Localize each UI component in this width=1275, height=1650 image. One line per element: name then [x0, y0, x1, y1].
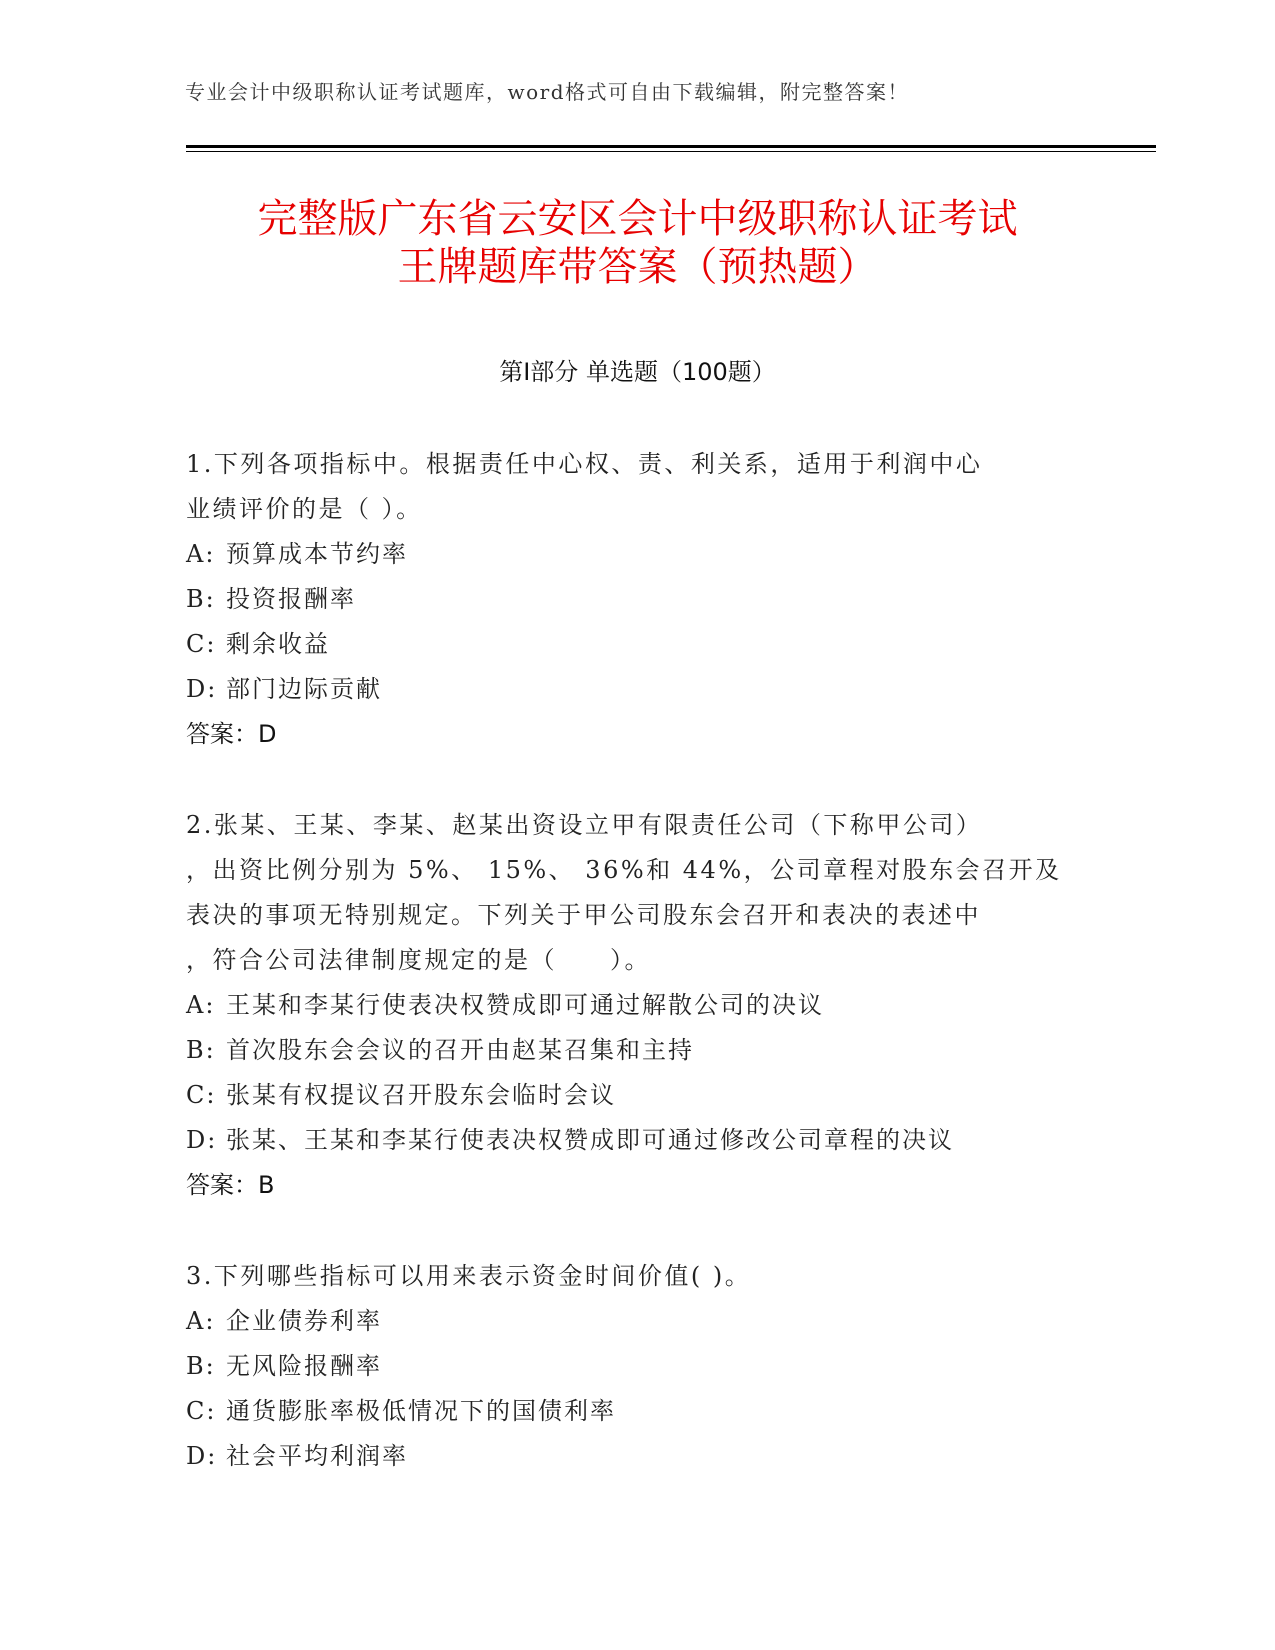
- option-text: 首次股东会会议的召开由赵某召集和主持: [226, 1036, 694, 1064]
- option-d: [186, 1434, 1086, 1479]
- title-line-2: 王牌题库带答案（预热题）: [397, 244, 878, 290]
- option-letter: C:: [186, 1397, 217, 1425]
- option-letter: C:: [186, 1081, 217, 1109]
- document-title: [150, 195, 1125, 291]
- option-b: [186, 1028, 1086, 1073]
- answer-line: 答案：B: [186, 1171, 275, 1199]
- option-letter: D:: [186, 675, 218, 703]
- option-letter: B:: [186, 585, 216, 613]
- option-text: 通货膨胀率极低情况下的国债利率: [226, 1397, 616, 1425]
- option-letter: A:: [186, 540, 216, 568]
- title-line-1: 完整版广东省云安区会计中级职称认证考试: [257, 196, 1018, 242]
- option-text: 部门边际贡献: [226, 675, 382, 703]
- option-text: 剩余收益: [226, 630, 330, 658]
- question-stem: [186, 803, 1086, 983]
- option-text: 张某、王某和李某行使表决权赞成即可通过修改公司章程的决议: [226, 1126, 954, 1154]
- option-text: 预算成本节约率: [226, 540, 408, 568]
- header-rule-thin: [186, 151, 1156, 152]
- stem-line: 2.张某、王某、李某、赵某出资设立甲有限责任公司（下称甲公司）: [186, 811, 983, 839]
- option-text: 张某有权提议召开股东会临时会议: [226, 1081, 616, 1109]
- option-letter: B:: [186, 1036, 216, 1064]
- header-rule-thick: [186, 145, 1156, 148]
- section-title: 第Ⅰ部分 单选题（100题）: [499, 358, 776, 386]
- question-3: [186, 1254, 1086, 1479]
- option-c: [186, 622, 1086, 667]
- option-text: 王某和李某行使表决权赞成即可通过解散公司的决议: [226, 991, 824, 1019]
- option-c: [186, 1073, 1086, 1118]
- option-c: [186, 1389, 1086, 1434]
- option-letter: D:: [186, 1442, 218, 1470]
- option-text: 社会平均利润率: [226, 1442, 408, 1470]
- option-a: [186, 983, 1086, 1028]
- option-b: [186, 1344, 1086, 1389]
- stem-line: ，出资比例分别为 5%、 15%、 36%和 44%，公司章程对股东会召开及: [186, 856, 1062, 884]
- question-2: [186, 803, 1086, 1208]
- question-list: [186, 442, 1086, 1525]
- option-letter: C:: [186, 630, 217, 658]
- option-text: 企业债券利率: [226, 1307, 382, 1335]
- option-text: 投资报酬率: [226, 585, 356, 613]
- option-letter: D:: [186, 1126, 218, 1154]
- option-letter: B:: [186, 1352, 216, 1380]
- option-letter: A:: [186, 1307, 216, 1335]
- option-a: [186, 1299, 1086, 1344]
- stem-line: 业绩评价的是（ ）。: [186, 495, 423, 523]
- stem-line: 1.下列各项指标中。根据责任中心权、责、利关系，适用于利润中心: [186, 450, 983, 478]
- option-d: [186, 667, 1086, 712]
- option-text: 无风险报酬率: [226, 1352, 382, 1380]
- answer-line: 答案：D: [186, 720, 277, 748]
- option-a: [186, 532, 1086, 577]
- header-note: 专业会计中级职称认证考试题库，word格式可自由下载编辑，附完整答案！: [185, 80, 910, 104]
- stem-line: 表决的事项无特别规定。下列关于甲公司股东会召开和表决的表述中: [186, 901, 981, 929]
- option-b: [186, 577, 1086, 622]
- stem-line: ，符合公司法律制度规定的是（ ）。: [186, 946, 651, 974]
- stem-line: 3.下列哪些指标可以用来表示资金时间价值( )。: [186, 1262, 752, 1290]
- question-stem: [186, 442, 1086, 532]
- option-d: [186, 1118, 1086, 1163]
- question-stem: [186, 1254, 1086, 1299]
- option-letter: A:: [186, 991, 216, 1019]
- question-1: [186, 442, 1086, 757]
